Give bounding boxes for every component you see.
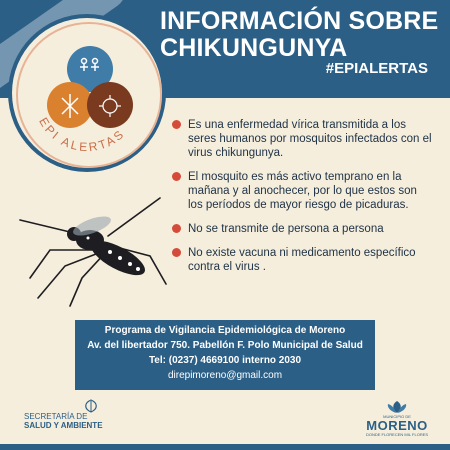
bullet-dot-icon [172, 172, 181, 181]
secretaria-line-2: SALUD Y AMBIENTE [24, 421, 103, 430]
title-line-1: INFORMACIÓN SOBRE [160, 7, 439, 35]
bullet-text: No se transmite de persona a persona [188, 223, 384, 235]
page-title [160, 8, 446, 62]
flower-icon [386, 400, 408, 414]
virus-icon [99, 95, 121, 117]
municipio-name: MORENO [366, 418, 428, 433]
epi-alertas-logo [12, 18, 162, 168]
title-line-2: CHIKUNGUNYA [160, 34, 348, 62]
people-icon [80, 59, 99, 72]
secretaria-line-1: SECRETARÍA DE [24, 412, 88, 421]
bullet-text: No existe vacuna ni medicamento específico contra el virus . [188, 247, 416, 273]
info-bullet-list [172, 118, 434, 284]
email-link[interactable]: direpimoreno@gmail.com [167, 370, 283, 381]
svg-text:EPI ALERTAS [36, 115, 128, 154]
bullet-text: Es una enfermedad vírica transmitida a los seres humanos por mosquitos infectados con el virus chikungunya. [188, 119, 432, 159]
bullet-item [172, 118, 434, 160]
municipio-label: MUNICIPIO DE [383, 414, 411, 419]
program-name: Programa de Vigilancia Epidemiológica de Moreno [104, 325, 346, 336]
leaf-icon [82, 399, 100, 413]
mosquito-icon [62, 94, 78, 118]
municipio-moreno-logo [356, 400, 438, 437]
address: Av. del libertador 750. Pabellón F. Polo Municipal de Salud [87, 340, 363, 351]
hashtag-label: #EPIALERTAS [325, 60, 428, 77]
bullet-dot-icon [172, 120, 181, 129]
logo-text: EPI ALERTAS [36, 115, 128, 155]
phone: Tel: (0237) 4669100 interno 2030 [148, 355, 302, 366]
contact-info-box [75, 320, 375, 390]
bullet-item [172, 222, 434, 236]
bullet-text: El mosquito es más activo temprano en la mañana y al anochecer, por lo que estos son los períodos de mayor riesgo de picaduras. [188, 171, 417, 211]
municipio-tagline: DONDE FLORECEN MIL FLORES [365, 432, 429, 437]
logo-text-arc [12, 18, 162, 168]
bullet-dot-icon [172, 248, 181, 257]
bullet-item [172, 246, 434, 274]
bullet-dot-icon [172, 224, 181, 233]
bottom-bar [0, 444, 450, 450]
mosquito-illustration [10, 190, 170, 310]
secretaria-logo [24, 412, 103, 430]
bullet-item [172, 170, 434, 212]
